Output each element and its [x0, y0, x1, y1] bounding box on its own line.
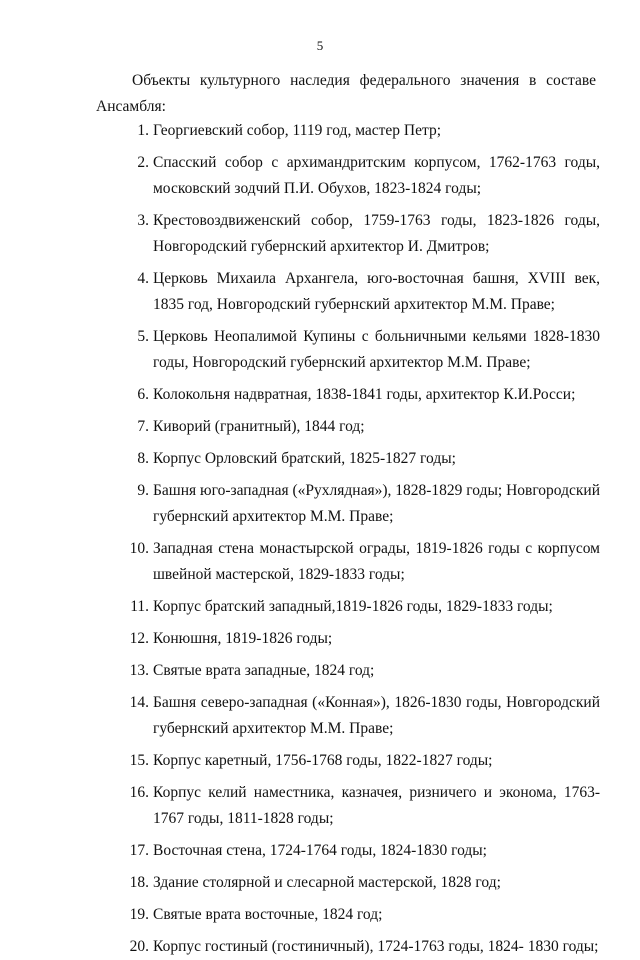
list-item: [96, 382, 600, 408]
item-number: 4.: [137, 270, 149, 287]
item-number: 13.: [129, 662, 149, 679]
item-text: Восточная стена, 1724-1764 годы, 1824-1830 годы;: [153, 842, 487, 859]
item-number: 2.: [137, 154, 149, 171]
item-text: Башня северо-западная («Конная»), 1826-1830 годы, Новгородский губернский архитектор М.М. Праве;: [153, 694, 600, 737]
item-number: 11.: [130, 598, 149, 615]
list-item: [96, 118, 600, 144]
item-number: 19.: [129, 906, 149, 923]
list-item: [96, 838, 600, 864]
item-text: Башня юго-западная («Рухлядная»), 1828-1829 годы; Новгородский губернский архитектор М.М. Праве;: [153, 482, 600, 525]
list-item: [96, 780, 600, 832]
item-text: Святые врата западные, 1824 год;: [153, 662, 375, 679]
item-number: 6.: [137, 386, 149, 403]
item-text: Корпус братский западный,1819-1826 годы, 1829-1833 годы;: [153, 598, 553, 615]
item-number: 14.: [129, 694, 149, 711]
item-number: 18.: [129, 874, 149, 891]
list-item: [96, 594, 600, 620]
item-number: 3.: [137, 212, 149, 229]
list-item: [96, 266, 600, 318]
item-text: Корпус келий наместника, казначея, ризничего и эконома, 1763-1767 годы, 1811-1828 годы;: [153, 784, 600, 827]
item-number: 17.: [129, 842, 149, 859]
item-text: Корпус Орловский братский, 1825-1827 годы;: [153, 450, 456, 467]
item-number: 5.: [137, 328, 149, 345]
list-item: [96, 626, 600, 652]
item-number: 16.: [129, 784, 149, 801]
list-item: [96, 934, 600, 960]
heritage-objects-list: [96, 118, 600, 960]
list-item: [96, 902, 600, 928]
list-item: [96, 690, 600, 742]
intro-line: Объекты культурного наследия федерального значения в составе: [132, 72, 596, 89]
item-text: Корпус гостиный (гостиничный), 1724-1763 годы, 1824- 1830 годы;: [153, 938, 599, 955]
item-text: Спасский собор с архимандритским корпусом, 1762-1763 годы, московский зодчий П.И. Обухов, 1823-1824 годы;: [153, 154, 600, 197]
list-item: [96, 446, 600, 472]
list-item: [96, 870, 600, 896]
item-number: 7.: [137, 418, 149, 435]
list-item: [96, 324, 600, 376]
item-text: Церковь Неопалимой Купины с больничными кельями 1828-1830 годы, Новгородский губернский архитектор М.М. Праве;: [153, 328, 600, 371]
list-item: [96, 208, 600, 260]
list-item: [96, 536, 600, 588]
item-text: Крестовоздвиженский собор, 1759-1763 годы, 1823-1826 годы, Новгородский губернский архитектор И. Дмитров;: [153, 212, 600, 255]
item-number: 1.: [137, 122, 149, 139]
page-number: 5: [316, 38, 324, 53]
list-item: [96, 658, 600, 684]
item-text: Святые врата восточные, 1824 год;: [153, 906, 383, 923]
item-text: Георгиевский собор, 1119 год, мастер Петр;: [153, 122, 442, 139]
item-text: Западная стена монастырской ограды, 1819-1826 годы с корпусом швейной мастерской, 1829-1833 годы;: [153, 540, 600, 583]
item-text: Конюшня, 1819-1826 годы;: [153, 630, 333, 647]
item-text: Колокольня надвратная, 1838-1841 годы, архитектор К.И.Росси;: [153, 386, 576, 403]
item-text: Киворий (гранитный), 1844 год;: [153, 418, 365, 435]
item-number: 15.: [129, 752, 149, 769]
intro-continuation: Ансамбля:: [96, 98, 166, 115]
list-item: [96, 748, 600, 774]
item-number: 8.: [137, 450, 149, 467]
list-item: [96, 478, 600, 530]
item-text: Церковь Михаила Архангела, юго-восточная башня, XVIII век, 1835 год, Новгородский губернский архитектор М.М. Праве;: [153, 270, 600, 313]
item-text: Корпус каретный, 1756-1768 годы, 1822-1827 годы;: [153, 752, 493, 769]
list-item: [96, 414, 600, 440]
list-item: [96, 150, 600, 202]
item-number: 20.: [129, 938, 149, 955]
item-number: 10.: [129, 540, 149, 557]
item-text: Здание столярной и слесарной мастерской, 1828 год;: [153, 874, 501, 891]
item-number: 12.: [129, 630, 149, 647]
item-number: 9.: [137, 482, 149, 499]
